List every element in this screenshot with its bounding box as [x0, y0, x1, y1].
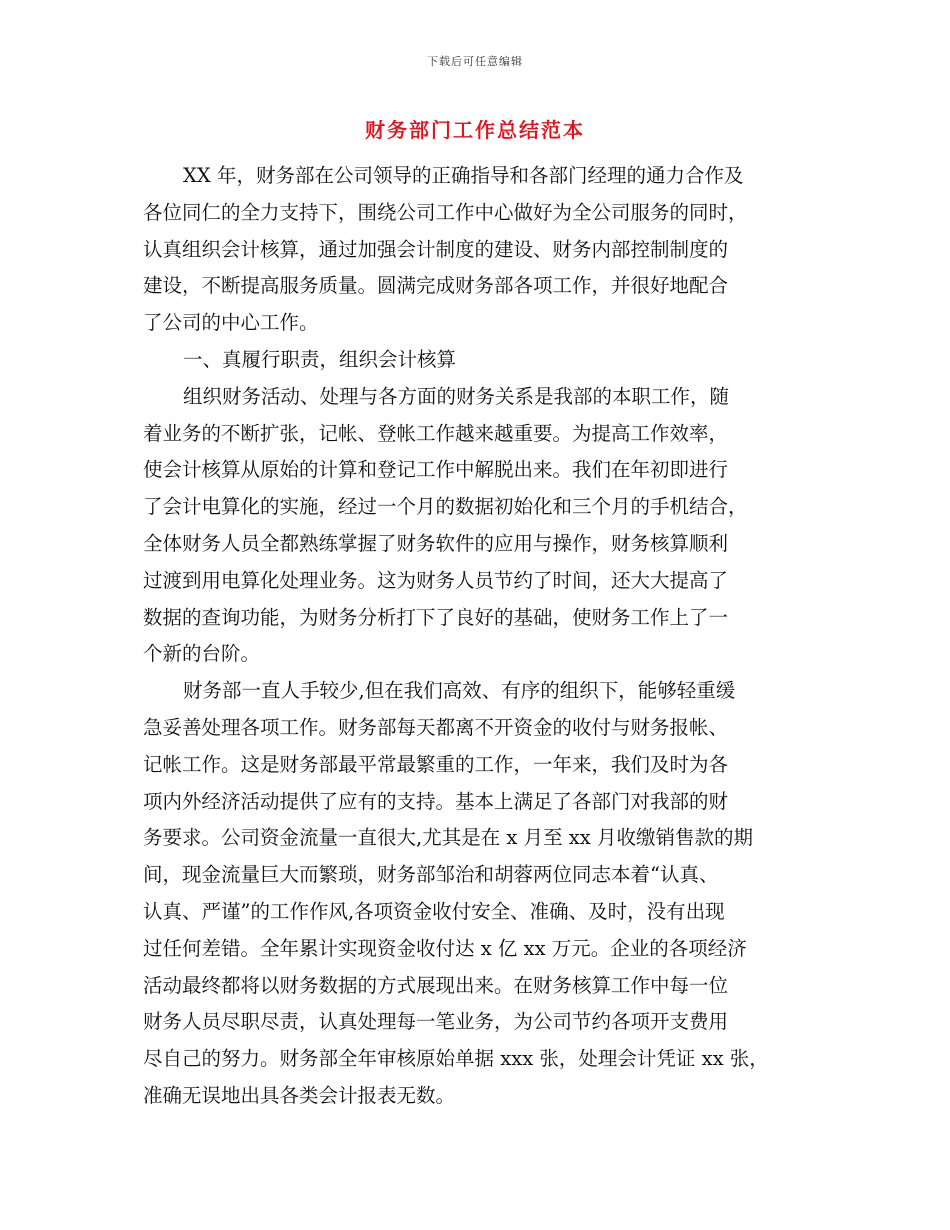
paragraph-line: 了会计电算化的实施，经过一个月的数据初始化和三个月的手机结合，	[143, 495, 748, 519]
paragraph-line: 个新的台阶。	[143, 642, 261, 666]
paragraph-line: 认真组织会计核算，通过加强会计制度的建设、财务内部控制制度的	[143, 237, 729, 261]
paragraph-line: 务要求。公司资金流量一直很大,尤其是在 x 月至 xx 月收缴销售款的期	[143, 826, 753, 850]
paragraph-line: 项内外经济活动提供了应有的支持。基本上满足了各部门对我部的财	[143, 789, 729, 813]
paragraph-line: XX 年，财务部在公司领导的正确指导和各部门经理的通力合作及	[183, 164, 744, 187]
paragraph-line: 使会计核算从原始的计算和登记工作中解脱出来。我们在年初即进行	[143, 458, 729, 482]
paragraph-line: 尽自己的努力。财务部全年审核原始单据 xxx 张，处理会计凭证 xx 张，	[143, 1047, 769, 1071]
paragraph-line: 过任何差错。全年累计实现资金收付达 x 亿 xx 万元。企业的各项经济	[143, 936, 747, 960]
document-title: 财务部门工作总结范本	[365, 118, 585, 142]
paragraph-line: 各位同仁的全力支持下，围绕公司工作中心做好为全公司服务的同时，	[143, 200, 748, 224]
paragraph-line: 准确无误地出具各类会计报表无数。	[143, 1083, 456, 1107]
paragraph-line: 财务部一直人手较少,但在我们高效、有序的组织下，能够轻重缓	[183, 679, 736, 703]
paragraph-line: 认真、严谨”的工作作风,各项资金收付安全、准确、及时，没有出现	[143, 899, 725, 923]
paragraph-line: 全体财务人员全都熟练掌握了财务软件的应用与操作，财务核算顺利	[143, 531, 729, 555]
paragraph-line: 了公司的中心工作。	[143, 311, 319, 335]
paragraph-line: 记帐工作。这是财务部最平常最繁重的工作，一年来，我们及时为各	[143, 752, 729, 776]
paragraph-line: 着业务的不断扩张，记帐、登帐工作越来越重要。为提高工作效率，	[143, 421, 729, 445]
paragraph-line: 急妥善处理各项工作。财务部每天都离不开资金的收付与财务报帐、	[143, 715, 729, 739]
document-body	[143, 158, 811, 1115]
section-heading: 一、真履行职责，组织会计核算	[183, 347, 457, 371]
paragraph-line: 组织财务活动、处理与各方面的财务关系是我部的本职工作，随	[183, 384, 730, 408]
paragraph-line: 活动最终都将以财务数据的方式展现出来。在财务核算工作中每一位	[143, 973, 729, 997]
paragraph-line: 财务人员尽职尽责，认真处理每一笔业务，为公司节约各项开支费用	[143, 1010, 729, 1034]
paragraph-line: 过渡到用电算化处理业务。这为财务人员节约了时间，还大大提高了	[143, 568, 729, 592]
paragraph-line: 数据的查询功能，为财务分析打下了良好的基础，使财务工作上了一	[143, 605, 729, 629]
header-note: 下载后可任意编辑	[427, 55, 523, 68]
paragraph-line: 间，现金流量巨大而繁琐，财务部邹治和胡蓉两位同志本着“认真、	[143, 863, 719, 887]
paragraph-line: 建设，不断提高服务质量。圆满完成财务部各项工作，并很好地配合	[143, 274, 729, 298]
